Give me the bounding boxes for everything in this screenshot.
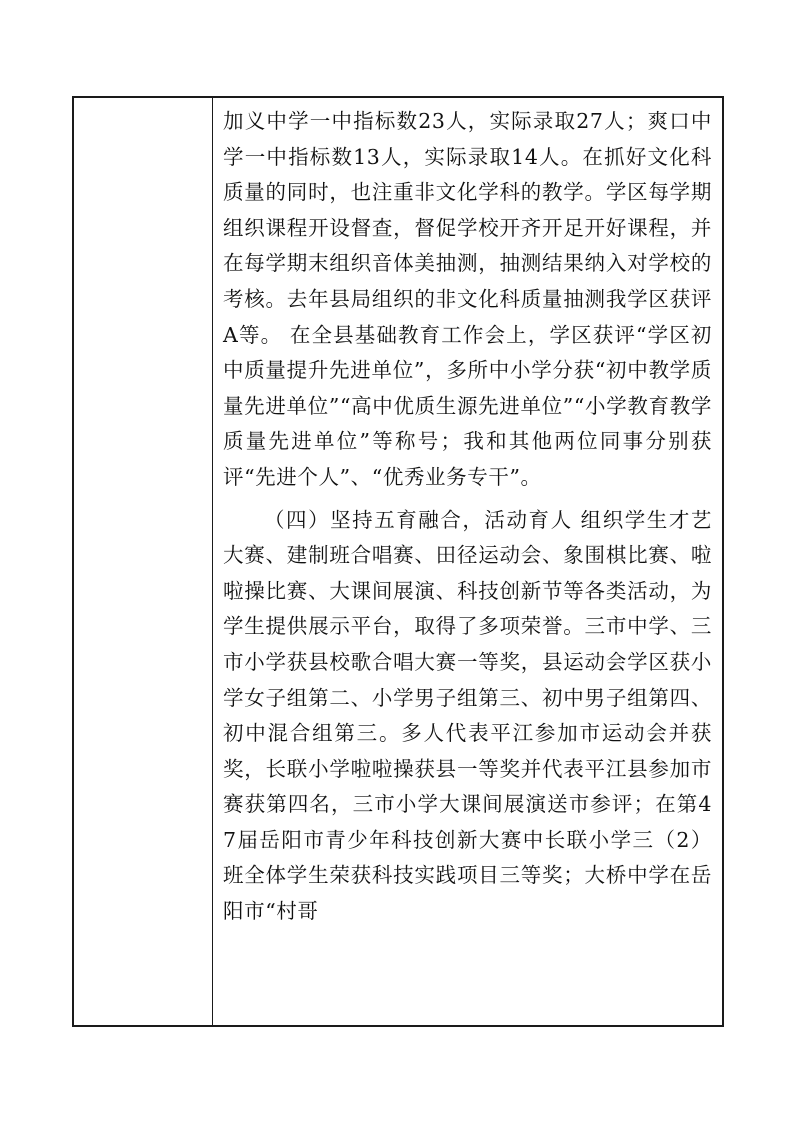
paragraph-five-education-integration: （四）坚持五育融合，活动育人 组织学生才艺大赛、建制班合唱赛、田径运动会、象围棋比赛、啦啦操比赛、大课间展演、科技创新节等各类活动，为学生提供展示平台，取得了多项荣誉。三市中学、三市小学获县校歌合唱大赛一等奖，县运动会学区获小学女子组第二、小学男子组第三、初中男子组第四、初中混合组第三。多人代表平江参加市运动会并获奖，长联小学啦啦操获县一等奖并代表平江县参加市赛获第四名，三市小学大课间展演送市参评；在第47届岳阳市青少年科技创新大赛中长联小学三（2）班全体学生荣获科技实践项目三等奖；大桥中学在岳阳市“村哥: [223, 507, 712, 924]
paragraph-academic-quality: 加义中学一中指标数23人，实际录取27人；爽口中学一中指标数13人，实际录取14人。在抓好文化科质量的同时，也注重非文化学科的教学。学区每学期组织课程开设督查，督促学校开齐开足开好课程，并在每学期末组织音体美抽测，抽测结果纳入对学校的考核。去年县局组织的非文化科质量抽测我学区获评A等。 在全县基础教育工作会上，学区获评“学区初中质量提升先进单位”，多所中小学分获“初中教学质量先进单位”“高中优质生源先进单位”“小学教育教学质量先进单位”等称号；我和其他两位同事分别获评“先进个人”、“优秀业务专干”。: [223, 109, 712, 489]
form-table: [72, 96, 724, 1027]
label-cell: [74, 98, 213, 1025]
content-cell: [213, 98, 722, 1025]
